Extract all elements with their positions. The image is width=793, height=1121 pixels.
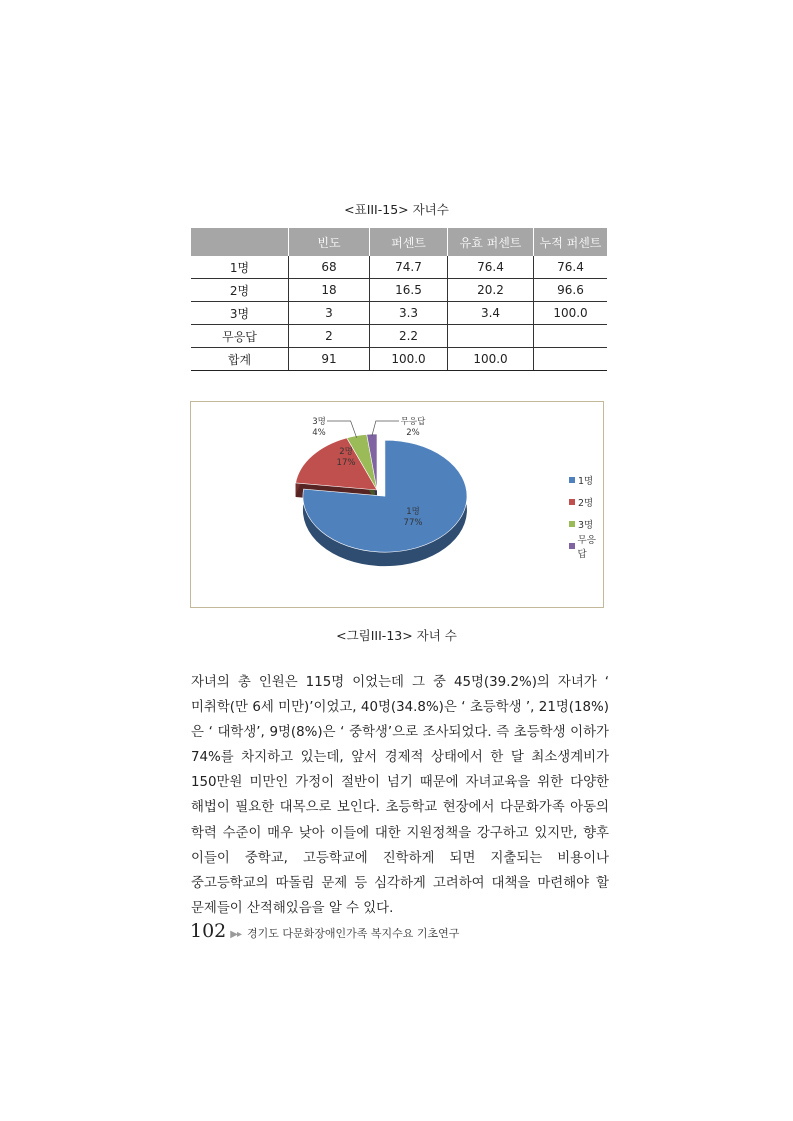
table-cell: 3: [289, 302, 370, 325]
body-paragraph: 자녀의 총 인원은 115명 이었는데 그 중 45명(39.2%)의 자녀가 ‘ 미취학(만 6세 미만)’이었고, 40명(34.8%)은 ‘ 초등학생 ’, 21명(18%)은 ‘ 대학생’, 9명(8%)은 ‘ 중학생’으로 조사되었다. 즉 초등학생 이하가 74%를 차지하고 있는데, 앞서 경제적 상태에서 한 달 최소생계비가 150만원 미만인 가정이 절반이 넘기 때문에 자녀교육을 위한 다양한 해법이 필요한 대목으로 보인다. 초등학교 현장에서 다문화가족 아동의 학력 수준이 매우 낮아 이들에 대한 지원정책을 강구하고 있지만, 향후 이들이 중학교, 고등학교에 진학하게 되면 지출되는 비용이나 중고등학교의 따돌림 문제 등 심각하게 고려하여 대책을 마련해야 할 문제들이 산적해있음을 알 수 있다.: [191, 675, 609, 916]
table-cell: 3명: [191, 302, 289, 325]
footer-title: 경기도 다문화장애인가족 복지수요 기초연구: [246, 927, 460, 940]
table-cell: 1명: [191, 256, 289, 279]
table-cell: 3.4: [448, 302, 534, 325]
legend-label: 무응답: [577, 535, 596, 560]
table-caption: <표III-15> 자녀수: [344, 202, 449, 217]
table-cell: [534, 348, 608, 371]
pie-label-value: 4%: [312, 428, 326, 438]
legend-item: [569, 491, 603, 513]
table-cell: 무응답: [191, 325, 289, 348]
legend-swatch: [569, 521, 575, 527]
table-cell: 2.2: [370, 325, 448, 348]
pie-label-value: 2%: [406, 428, 420, 438]
table-cell: 68: [289, 256, 370, 279]
legend-swatch: [569, 543, 575, 549]
pie-label-value: 77%: [403, 518, 423, 528]
table-cell: 100.0: [370, 348, 448, 371]
chart-legend: [569, 469, 603, 560]
table-cell: 20.2: [448, 279, 534, 302]
table-cell: 91: [289, 348, 370, 371]
header-cell: [191, 228, 289, 256]
header-cell: 누적 퍼센트: [534, 228, 608, 256]
table-row-total: [191, 348, 607, 371]
pie-chart: [190, 401, 604, 608]
table-cell: 18: [289, 279, 370, 302]
pie-data-label: [401, 416, 426, 438]
page-footer: [190, 920, 459, 942]
header-cell: 퍼센트: [370, 228, 448, 256]
pie-label-category: 1명: [406, 507, 420, 517]
table-cell: 3.3: [370, 302, 448, 325]
legend-item: [569, 469, 603, 491]
table-row: [191, 302, 607, 325]
figure-caption: <그림III-13> 자녀 수: [336, 628, 457, 643]
table-cell: 합계: [191, 348, 289, 371]
legend-swatch: [569, 499, 575, 505]
table-cell: [534, 325, 608, 348]
pie-label-category: 무응답: [400, 417, 426, 427]
legend-label: 2명: [578, 498, 594, 509]
table-cell: 96.6: [534, 279, 608, 302]
children-count-table: [191, 228, 607, 371]
pie-label-category: 3명: [312, 417, 326, 427]
table-cell: 16.5: [370, 279, 448, 302]
table-cell: 76.4: [534, 256, 608, 279]
table-cell: 2명: [191, 279, 289, 302]
legend-label: 1명: [578, 476, 594, 487]
table-cell: 100.0: [534, 302, 608, 325]
header-cell: 빈도: [289, 228, 370, 256]
header-cell: 유효 퍼센트: [448, 228, 534, 256]
pie-leader-line: [327, 421, 357, 438]
table-row: [191, 256, 607, 279]
pie-chart-canvas: [191, 402, 603, 607]
table-cell: 74.7: [370, 256, 448, 279]
table-cell: 76.4: [448, 256, 534, 279]
pie-data-label: [312, 416, 326, 438]
table-row: [191, 325, 607, 348]
arrow-icon: ▶▸: [230, 929, 241, 940]
pie-label-value: 17%: [336, 458, 356, 468]
table-cell: 100.0: [448, 348, 534, 371]
legend-swatch: [569, 477, 575, 483]
legend-item: [569, 535, 603, 560]
table-cell: 2: [289, 325, 370, 348]
legend-label: 3명: [578, 520, 594, 531]
table-header-row: [191, 228, 607, 256]
page-number: 102: [190, 920, 227, 942]
table-cell: [448, 325, 534, 348]
pie-label-category: 2명: [339, 447, 353, 457]
table-row: [191, 279, 607, 302]
